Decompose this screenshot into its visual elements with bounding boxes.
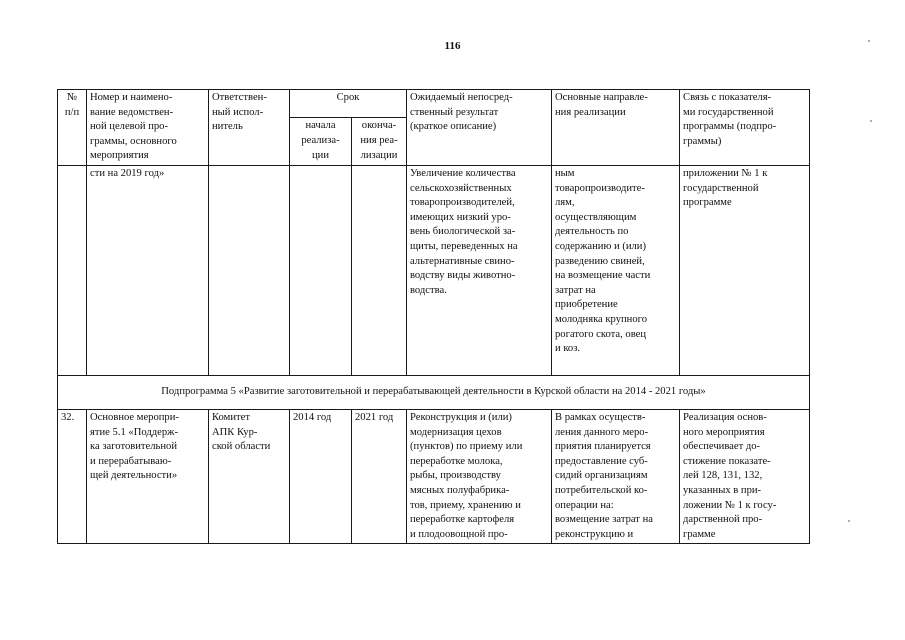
header-responsible: Ответствен- ный испол- нитель xyxy=(209,90,290,166)
table-row xyxy=(58,165,810,375)
cell-link: Реализация основ- ного мероприятия обеспечивает до- стижение показате- лей 128, 131, 132, указанных в при- ложении № 1 к госу- дарственной про- грамме xyxy=(680,409,810,543)
cell-start: 2014 год xyxy=(290,409,352,543)
cell-num xyxy=(58,165,87,375)
subprogram-row xyxy=(58,375,810,409)
header-start: начала реализа- ции xyxy=(290,118,352,166)
cell-result: Реконструкция и (или) модернизация цехов (пунктов) по приему или переработке молока, рыбы, производству мясных полуфабрика- тов, приему, хранению и переработке картофеля и плодоовощной про- xyxy=(407,409,552,543)
cell-end xyxy=(352,165,407,375)
cell-end: 2021 год xyxy=(352,409,407,543)
header-row xyxy=(58,90,810,118)
measures-table xyxy=(57,89,810,544)
cell-name: Основное меропри- ятие 5.1 «Поддерж- ка заготовительной и перерабатываю- щей деятельности» xyxy=(87,409,209,543)
header-num: № п/п xyxy=(58,90,87,166)
cell-directions: ным товаропроизводите- лям, осуществляющим деятельность по содержанию и (или) разведению свиней, на возмещение части затрат на приобретение молодняка крупного рогатого скота, овец и коз. xyxy=(552,165,680,375)
cell-num: 32. xyxy=(58,409,87,543)
page-number: 116 xyxy=(444,40,461,52)
cell-link: приложении № 1 к государственной программе xyxy=(680,165,810,375)
subprogram-title: Подпрограмма 5 «Развитие заготовительной и перерабатывающей деятельности в Курской области на 2014 - 2021 годы» xyxy=(58,375,810,409)
cell-start xyxy=(290,165,352,375)
header-end: оконча- ния реа- лизации xyxy=(352,118,407,166)
cell-responsible: Комитет АПК Кур- ской области xyxy=(209,409,290,543)
cell-directions: В рамках осуществ- ления данного меро- приятия планируется предоставление суб- сидий организациям потребительской ко- операции на: возмещение затрат на реконструкцию и xyxy=(552,409,680,543)
cell-name: сти на 2019 год» xyxy=(87,165,209,375)
cell-result: Увеличение количества сельскохозяйственных товаропроизводителей, имеющих низкий уро- вень биологической за- щиты, переведенных на альтернативные свино- водству виды животно- водства. xyxy=(407,165,552,375)
header-link: Связь с показателя- ми государственной программы (подпро- граммы) xyxy=(680,90,810,166)
cell-responsible xyxy=(209,165,290,375)
header-directions: Основные направле- ния реализации xyxy=(552,90,680,166)
table-row xyxy=(58,409,810,543)
header-result: Ожидаемый непосред- ственный результат (краткое описание) xyxy=(407,90,552,166)
header-name: Номер и наимено- вание ведомствен- ной целевой про- граммы, основного мероприятия xyxy=(87,90,209,166)
header-term: Срок xyxy=(290,90,407,118)
scan-speck xyxy=(870,120,872,122)
scan-speck xyxy=(868,40,870,42)
scan-speck xyxy=(848,520,850,522)
